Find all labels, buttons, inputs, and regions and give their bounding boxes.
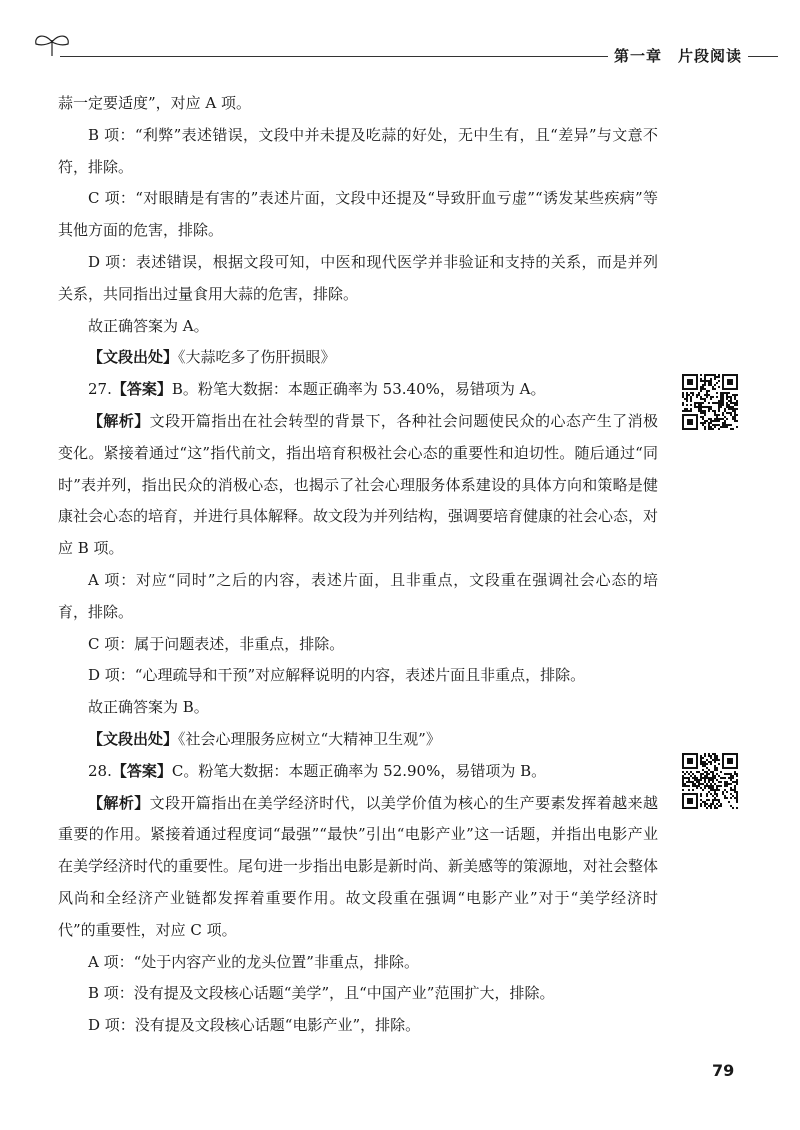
analysis-paragraph [58,406,658,565]
answer-text: B。粉笔大数据：本题正确率为 53.40%，易错项为 A。 [171,380,546,399]
paragraph: 故正确答案为 A。 [88,316,209,335]
answer-text: C。粉笔大数据：本题正确率为 52.90%，易错项为 B。 [171,761,547,780]
paragraph: B 项：没有提及文段核心话题“美学”，且“中国产业”范围扩大，排除。 [88,984,555,1003]
question-number: 28. [88,761,112,780]
question-number: 27. [88,380,112,399]
source-text: 《社会心理服务应树立“大精神卫生观”》 [178,729,441,748]
analysis-text: 文段开篇指出在社会转型的背景下，各种社会问题使民众的心态产生了消极变化。紧接着通过“这”指代前文，指出培育积极社会心态的重要性和迫切性。随后通过“同时”表并列，指出民众的消极心态，也揭示了社会心理服务体系建设的具体方向和策略是健康社会心态的培育，并进行具体解释。故文段为并列结构，强调要培育健康的社会心态，对应 B 项。 [58,411,659,558]
header-rule-right [748,56,778,57]
source-text: 《大蒜吃多了伤肝损眼》 [178,348,336,367]
source-tag: 【文段出处】 [88,348,179,367]
header-rule-left [60,56,608,57]
answer-line [58,756,658,788]
page-header [30,30,778,66]
analysis-tag: 【解析】 [88,411,150,430]
answer-line [58,374,658,406]
answer-tag: 【答案】 [111,380,172,399]
analysis-paragraph [58,788,658,947]
qr-code-icon[interactable] [682,753,738,809]
paragraph: 蒜一定要适度”，对应 A 项。 [58,94,252,112]
analysis-text: 文段开篇指出在美学经济时代，以美学价值为核心的生产要素发挥着越来越重要的作用。紧接着通过程度词“最强”“最快”引出“电影产业”这一话题，并指出电影产业在美学经济时代的重要性。尾句进一步指出电影是新时尚、新美感等的策源地，对社会整体风尚和全经济产业链都发挥着重要作用。故文段重在强调“电影产业”对于“美学经济时代”的重要性，对应 C 项。 [58,793,659,939]
paragraph: A 项：对应“同时”之后的内容，表述片面，且非重点，文段重在强调社会心态的培育，排除。 [58,570,658,621]
paragraph: D 项：表述错误，根据文段可知，中医和现代医学并非验证和支持的关系，而是并列关系，共同指出过量食用大蒜的危害，排除。 [58,252,658,303]
paragraph: A 项：“处于内容产业的龙头位置”非重点，排除。 [88,952,419,971]
paragraph: B 项：“利弊”表述错误，文段中并未提及吃蒜的好处，无中生有，且“差异”与文意不符，排除。 [58,125,658,176]
analysis-tag: 【解析】 [88,793,150,812]
answer-tag: 【答案】 [111,761,172,780]
source-tag: 【文段出处】 [88,729,179,748]
paragraph: D 项：“心理疏导和干预”对应解释说明的内容，表述片面且非重点，排除。 [88,666,586,685]
chapter-title: 第一章 片段阅读 [614,47,743,65]
page-body [58,88,658,1042]
source-line [58,342,658,374]
qr-code-icon[interactable] [682,374,738,430]
source-line [58,724,658,756]
paragraph: C 项：“对眼睛是有害的”表述片面，文段中还提及“导致肝血亏虚”“诱发某些疾病”等其他方面的危害，排除。 [58,189,658,240]
page-number: 79 [712,1061,735,1080]
paragraph: D 项：没有提及文段核心话题“电影产业”，排除。 [88,1016,421,1035]
paragraph: 故正确答案为 B。 [88,698,209,717]
paragraph: C 项：属于问题表述，非重点，排除。 [88,634,345,653]
